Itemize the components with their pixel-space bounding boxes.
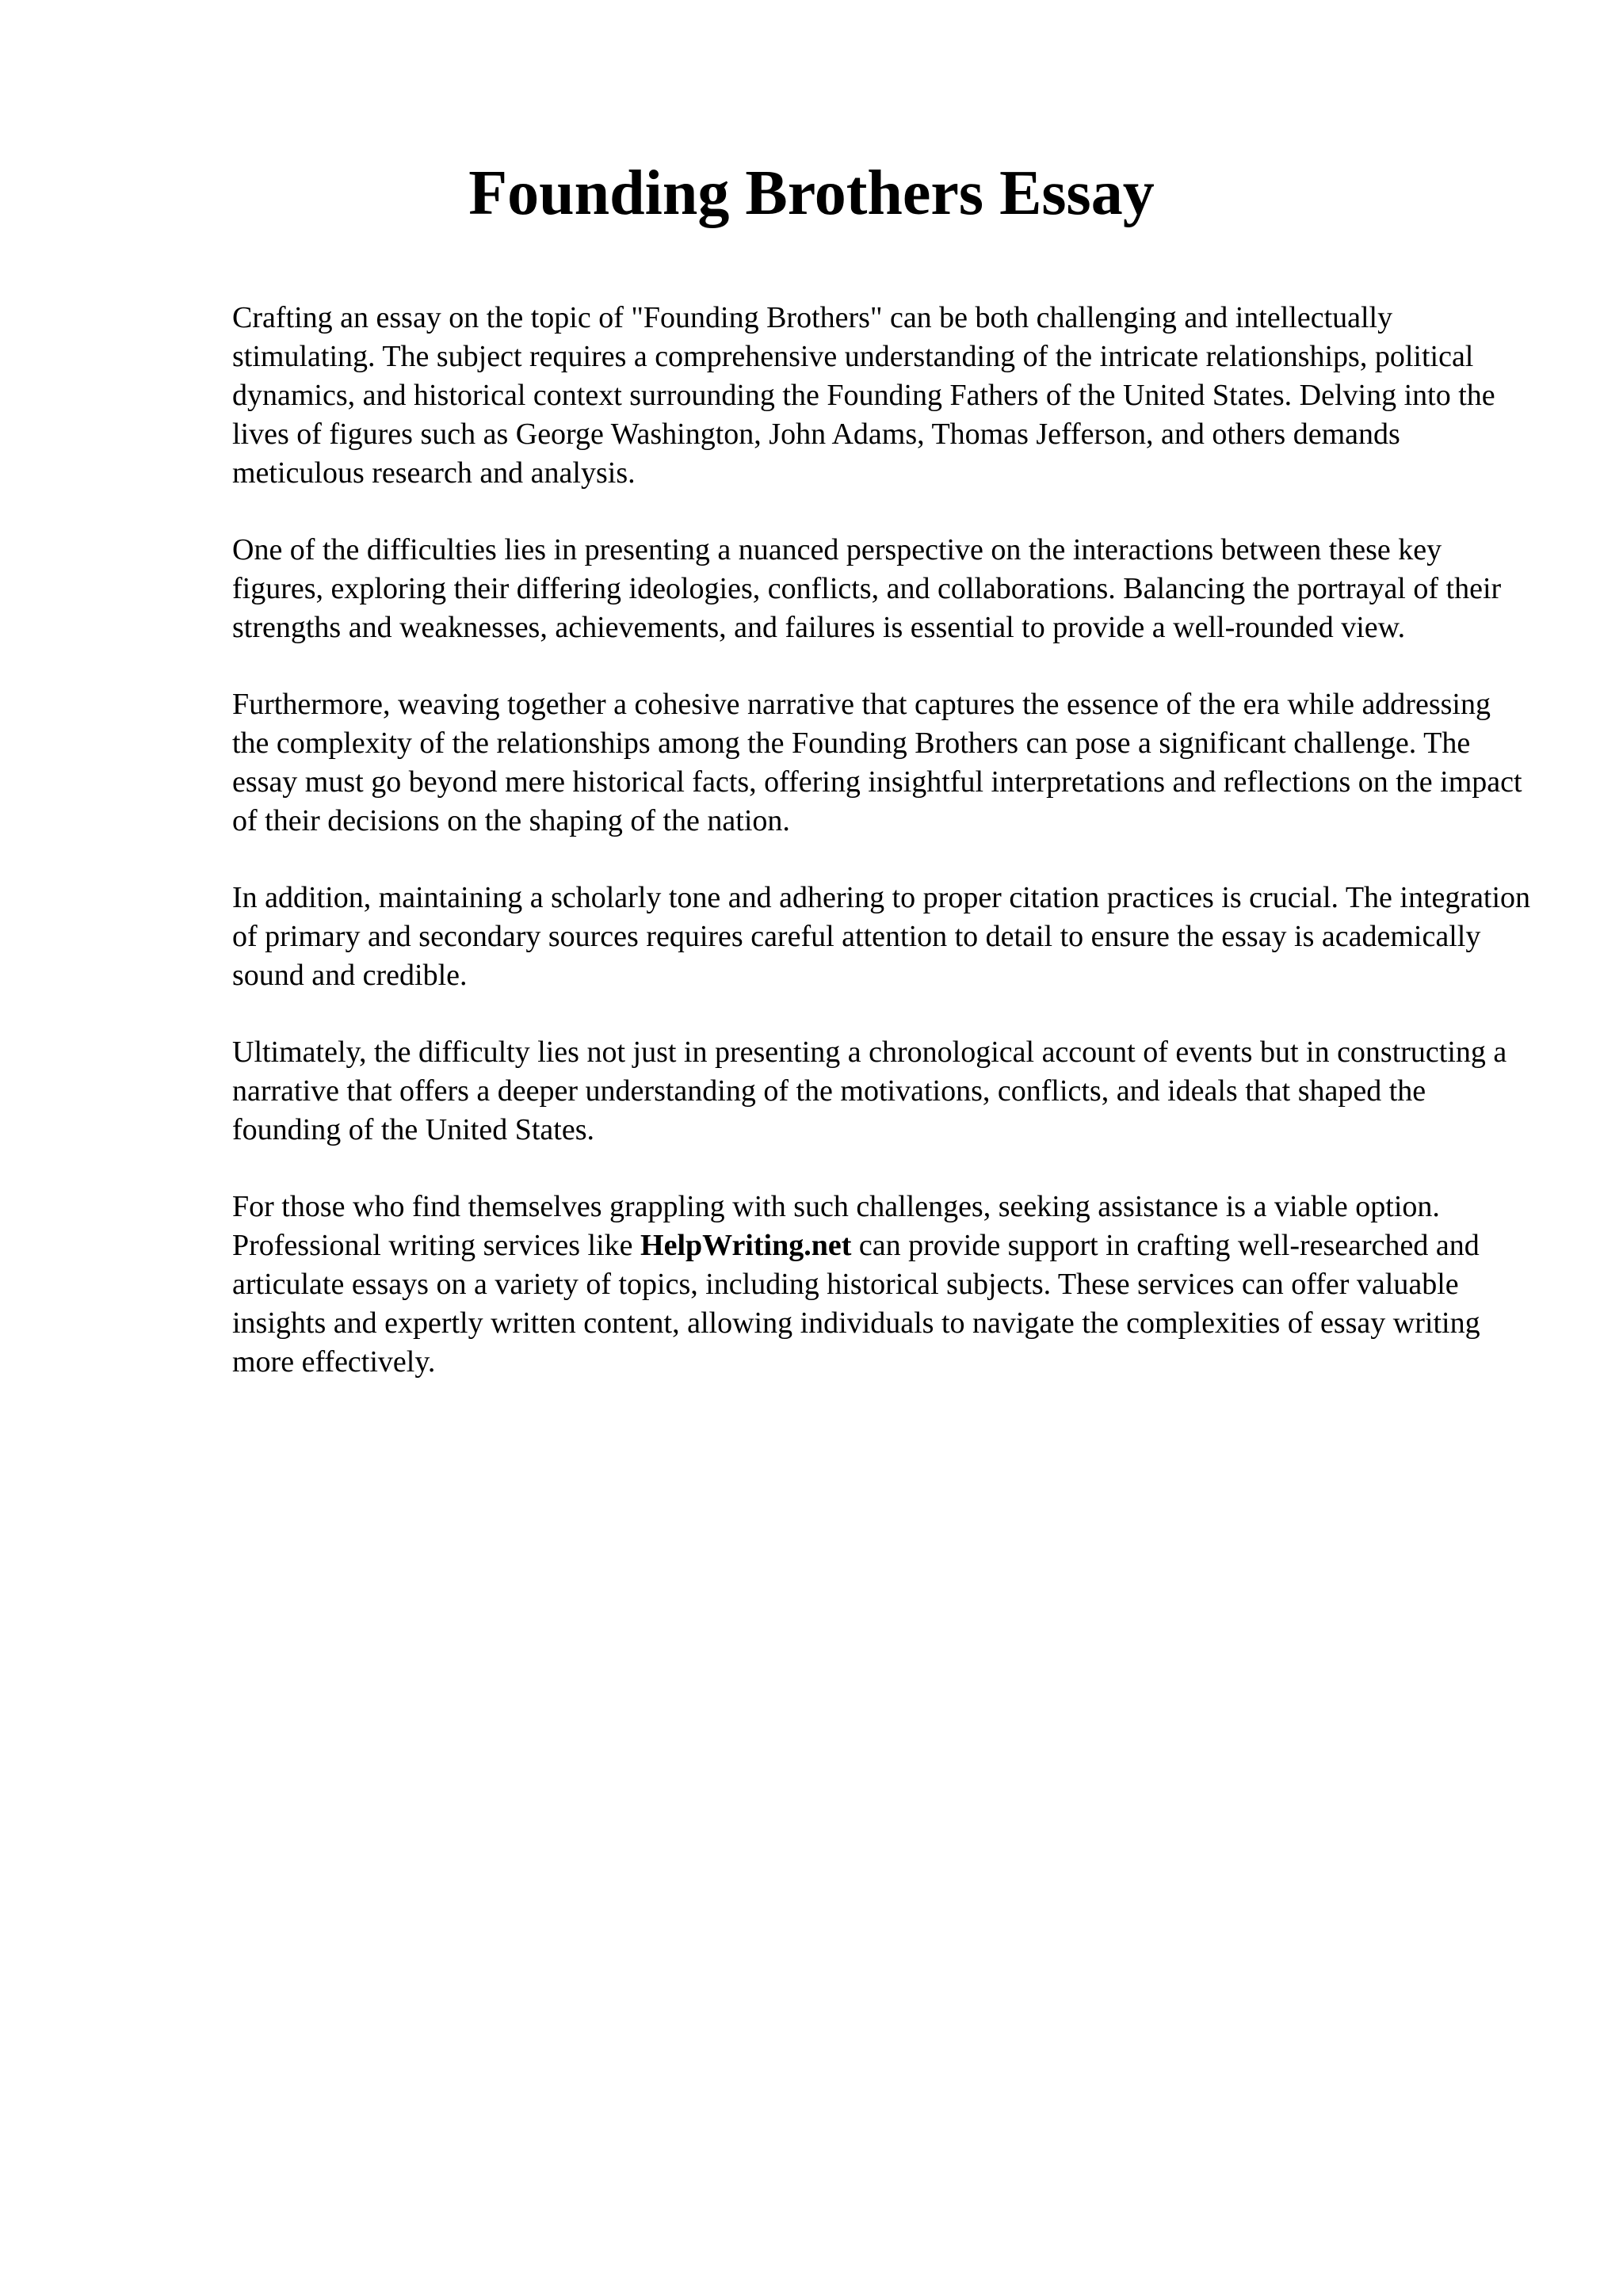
essay-paragraph-4: In addition, maintaining a scholarly tone and adhering to proper citation practices is crucial. The integration of primary and secondary sources requires careful attention to detail to ensure the essay is academically sound and credible. xyxy=(232,881,1531,992)
essay-paragraph-1: Crafting an essay on the topic of "Founding Brothers" can be both challenging and intellectually stimulating. The subject requires a comprehensive understanding of the intricate relationships, political dynamics, and historical context surrounding the Founding Fathers of the United States. Delving into the lives of figures such as George Washington, John Adams, Thomas Jefferson, and others demands meticulous research and analysis. xyxy=(232,301,1495,490)
essay-paragraph-2: One of the difficulties lies in presenting a nuanced perspective on the interactions between these key figures, exploring their differing ideologies, conflicts, and collaborations. Balancing the portrayal of their strengths and weaknesses, achievements, and failures is essential to provide a well-rounded view. xyxy=(232,533,1502,644)
essay-paragraph-5: Ultimately, the difficulty lies not just in presenting a chronological account of events but in constructing a narrative that offers a deeper understanding of the motivations, conflicts, and ideals that shaped the founding of the United States. xyxy=(232,1035,1507,1146)
essay-body xyxy=(232,299,1532,1420)
closing-text-after-link: can provide support in crafting well-researched and articulate essays on a variety of topics, including historical subjects. These services can offer valuable insights and expertly written content, allowing individuals to navigate the complexities of essay writing more effectively. xyxy=(232,1229,1480,1379)
essay-paragraph-closing xyxy=(232,1188,1532,1382)
helpwriting-link[interactable]: HelpWriting.net xyxy=(640,1229,852,1262)
essay-title: Founding Brothers Essay xyxy=(468,158,1155,228)
closing-text-before-link: For those who find themselves grappling with such challenges, seeking assistance is a viable option. Professional writing services like xyxy=(232,1190,1440,1262)
essay-paragraph-3: Furthermore, weaving together a cohesive narrative that captures the essence of the era while addressing the complexity of the relationships among the Founding Brothers can pose a significant challenge. The essay must go beyond mere historical facts, offering insightful interpretations and reflections on the impact of their decisions on the shaping of the nation. xyxy=(232,688,1522,837)
